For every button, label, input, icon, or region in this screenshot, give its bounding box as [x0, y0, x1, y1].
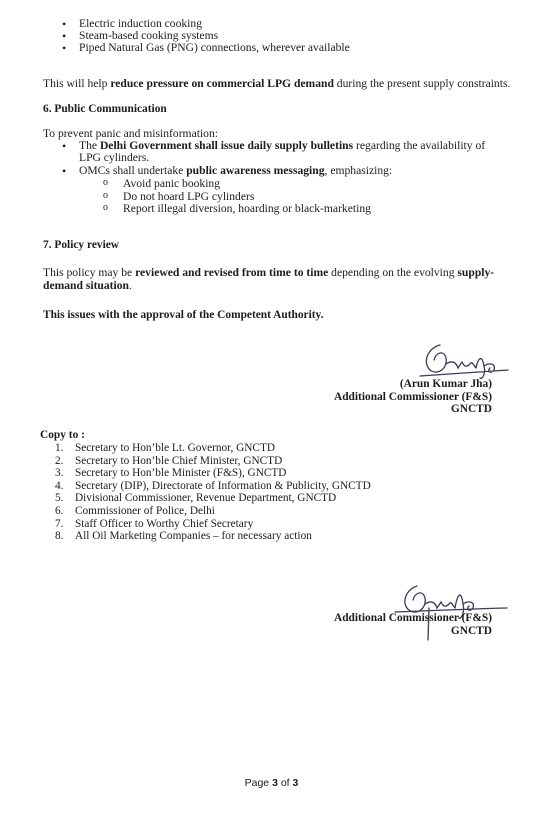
list-item-emphasis: public awareness messaging [186, 164, 325, 177]
public-communication-list [62, 140, 502, 216]
page-footer [0, 777, 543, 789]
section-7-heading: 7. Policy review [43, 239, 120, 251]
list-item: • Electric induction cooking [62, 18, 350, 30]
list-item: 6. Commissioner of Police, Delhi [55, 504, 215, 517]
paragraph-emphasis: reduce pressure on commercial LPG demand [110, 77, 334, 90]
cooking-alternatives-list [62, 18, 350, 54]
signatory-name: (Arun Kumar Jha) [399, 378, 492, 390]
signatory-organization: GNCTD [450, 403, 492, 416]
list-item-text: Staff Officer to Worthy Chief Secretary [75, 517, 254, 530]
paragraph-text: This policy may be [43, 266, 136, 279]
list-item: 5. Divisional Commissioner, Revenue Department, GNCTD [55, 492, 337, 505]
policy-review-line-1 [43, 266, 494, 279]
signature-2-block [334, 612, 492, 637]
list-item: 4. Secretary (DIP), Directorate of Information & Publicity, GNCTD [55, 479, 371, 492]
page-label: of [277, 777, 293, 789]
list-item-text: Secretary to Hon’ble Lt. Governor, GNCTD [75, 442, 276, 454]
list-item-text: regarding the availability of [353, 139, 486, 152]
signatory-designation: Additional Commissioner (F&S) [333, 390, 492, 403]
list-item: 7. Staff Officer to Worthy Chief Secretary [55, 517, 254, 530]
list-item: 3. Secretary to Hon’ble Minister (F&S), GNCTD [55, 467, 287, 480]
list-item-text: Divisional Commissioner, Revenue Department, GNCTD [75, 492, 337, 505]
list-item-text: All Oil Marketing Companies – for necessary action [75, 530, 312, 543]
paragraph-text: depending on the evolving [328, 266, 458, 279]
list-item: 8. All Oil Marketing Companies – for necessary action [55, 530, 312, 543]
list-item: 1. Secretary to Hon’ble Lt. Governor, GNCTD [55, 442, 276, 454]
page-label: Page [244, 777, 273, 789]
paragraph-text: This will help [43, 77, 111, 90]
copy-to-list [55, 442, 371, 543]
list-item: • Piped Natural Gas (PNG) connections, wherever available [62, 42, 350, 54]
paragraph-emphasis: demand situation [43, 279, 130, 292]
list-item: o Do not hoard LPG cylinders [103, 191, 502, 204]
list-item [62, 165, 502, 216]
list-item-text: , emphasizing: [324, 164, 393, 177]
list-item-text: The [79, 139, 100, 152]
approval-statement: This issues with the approval of the Competent Authority. [43, 309, 324, 321]
paragraph-text: during the present supply constraints. [333, 77, 511, 90]
paragraph-emphasis: supply- [457, 266, 495, 279]
list-item-text: Commissioner of Police, Delhi [75, 504, 215, 517]
lpg-pressure-paragraph [43, 77, 510, 90]
signatory-designation: Additional Commissioner (F&S) [333, 612, 492, 624]
list-item-text: Secretary (DIP), Directorate of Information & Publicity, GNCTD [75, 479, 371, 492]
list-item: • Steam-based cooking systems [62, 30, 350, 42]
awareness-messages-list [103, 178, 502, 216]
paragraph-text: . [129, 279, 132, 292]
list-item: o Avoid panic booking [103, 178, 502, 191]
list-item: o Report illegal diversion, hoarding or black-marketing [103, 203, 502, 216]
copy-to-heading: Copy to : [40, 429, 85, 441]
signatory-organization: GNCTD [450, 624, 492, 637]
list-item-text: Secretary to Hon’ble Minister (F&S), GNCTD [75, 467, 287, 480]
section-6-intro: To prevent panic and misinformation: [43, 127, 218, 140]
list-item: 2. Secretary to Hon’ble Chief Minister, GNCTD [55, 454, 283, 467]
page-total: 3 [292, 777, 299, 789]
list-item [62, 140, 502, 164]
list-item-text: LPG cylinders. [79, 151, 150, 164]
list-item-text: OMCs shall undertake [79, 164, 187, 177]
signature-1-block [334, 378, 492, 416]
section-6-heading: 6. Public Communication [43, 103, 167, 115]
list-item-text: Secretary to Hon’ble Chief Minister, GNCTD [75, 454, 283, 467]
page-number: 3 [272, 777, 278, 789]
list-item-emphasis: Delhi Government shall issue daily supply bulletins [99, 139, 354, 152]
policy-review-line-2 [43, 279, 132, 292]
paragraph-emphasis: reviewed and revised from time to time [135, 266, 329, 279]
